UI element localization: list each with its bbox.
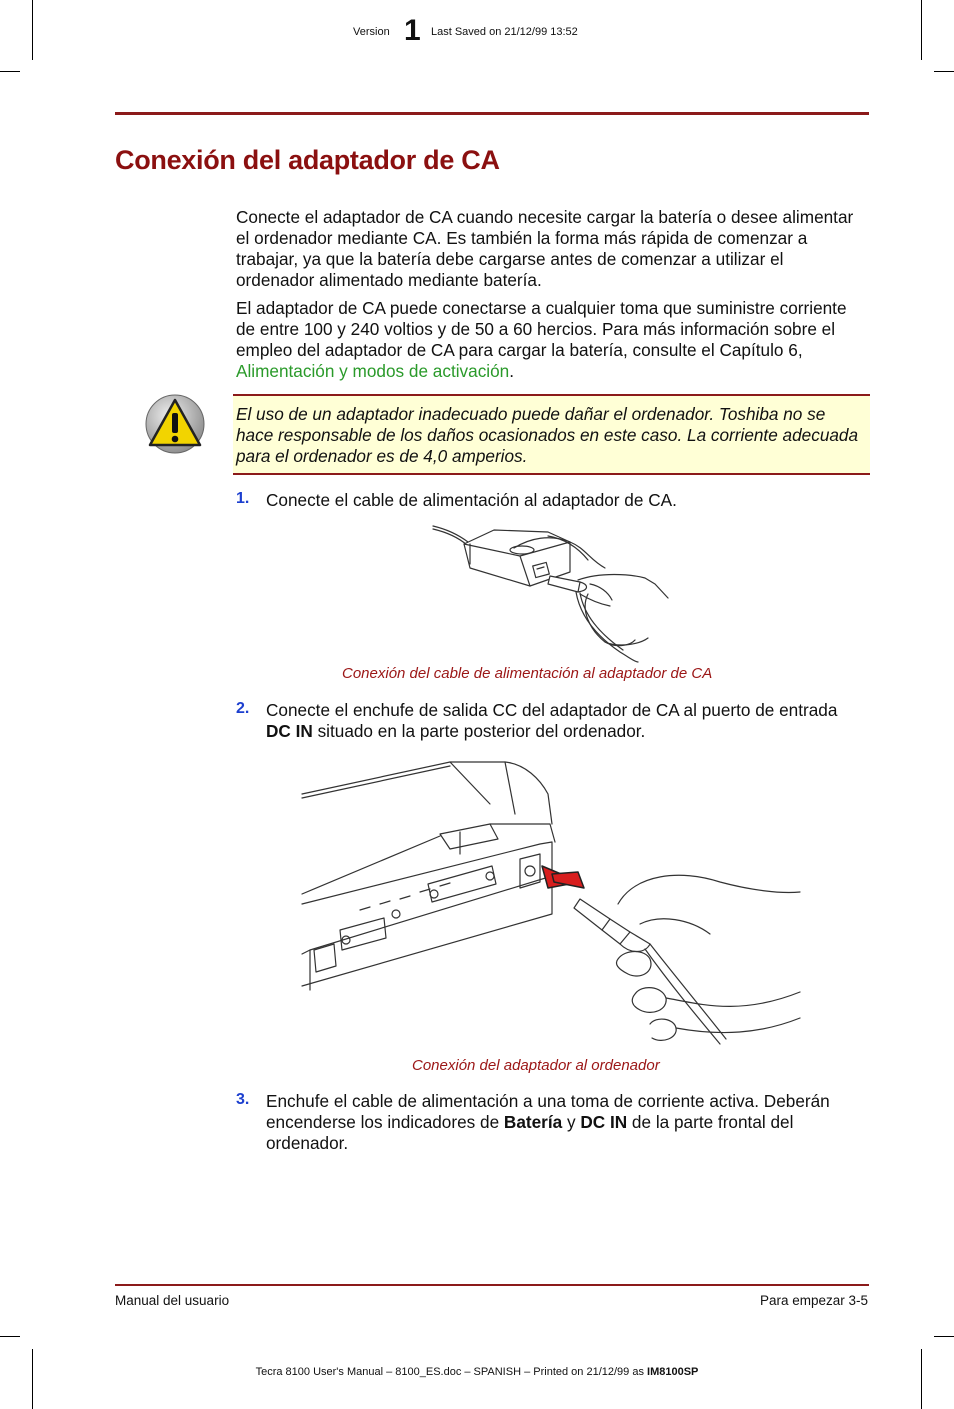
version-label: Version bbox=[353, 26, 390, 38]
dc-in-label: DC IN bbox=[266, 721, 313, 741]
footer-page-number: Para empezar 3-5 bbox=[759, 1293, 868, 1308]
step-number: 3. bbox=[236, 1091, 250, 1108]
dc-in-label: DC IN bbox=[580, 1112, 628, 1132]
version-header bbox=[0, 14, 954, 48]
crop-mark bbox=[32, 1349, 33, 1409]
last-saved: Last Saved on 21/12/99 13:52 bbox=[431, 26, 578, 38]
step-text bbox=[266, 1091, 866, 1154]
print-info-code: IM8100SP bbox=[647, 1366, 699, 1378]
figure-power-cable-adapter bbox=[430, 520, 675, 662]
crop-mark bbox=[0, 71, 20, 72]
step-text-part: y bbox=[562, 1112, 581, 1132]
warning-triangle-icon bbox=[144, 393, 206, 455]
chapter-link[interactable]: Alimentación y modos de activación bbox=[236, 361, 510, 381]
step-text: Conecte el cable de alimentación al adaptador de CA. bbox=[266, 490, 677, 510]
figure-adapter-computer bbox=[300, 754, 805, 1049]
step-number: 2. bbox=[236, 700, 250, 717]
warning-text: El uso de un adaptador inadecuado puede dañar el ordenador. Toshiba no se hace responsable de los daños ocasionados en este caso. La corriente adecuada para el ordenador es de 4,0 amperios. bbox=[236, 404, 859, 466]
step-text-part: situado en la parte posterior del ordenador. bbox=[312, 721, 646, 741]
step-text-part: Conecte el enchufe de salida CC del adaptador de CA al puerto de entrada bbox=[266, 700, 838, 720]
intro-paragraph-2-text: El adaptador de CA puede conectarse a cualquier toma que suministre corriente de entre 100 y 240 voltios y de 50 a 60 hercios. Para más información sobre el empleo del adaptador de CA para cargar la batería, consulte el Capítulo 6, bbox=[236, 298, 847, 360]
header-rule bbox=[115, 112, 869, 115]
step-text bbox=[266, 700, 866, 742]
battery-label: Batería bbox=[503, 1112, 563, 1132]
footer-rule bbox=[115, 1284, 869, 1286]
print-info bbox=[0, 1366, 954, 1378]
figure-caption: Conexión del adaptador al ordenador bbox=[412, 1057, 660, 1074]
figure-caption: Conexión del cable de alimentación al adaptador de CA bbox=[342, 665, 713, 682]
step-text-part: de la parte frontal del ordenador. bbox=[266, 1112, 794, 1153]
crop-mark bbox=[934, 71, 954, 72]
step-text-part: Enchufe el cable de alimentación a una toma de corriente activa. Deberán encenderse los indicadores de bbox=[266, 1091, 830, 1132]
print-info-text: Tecra 8100 User's Manual – 8100_ES.doc – SPANISH – Printed on 21/12/99 as bbox=[255, 1366, 648, 1378]
intro-paragraph-1: Conecte el adaptador de CA cuando necesite cargar la batería o desee alimentar el ordenador mediante CA. Es también la forma más rápida de comenzar a trabajar, ya que la batería debe cargarse antes de comenzar a utilizar el ordenador alimentado mediante batería. bbox=[236, 207, 854, 290]
page-title: Conexión del adaptador de CA bbox=[115, 145, 500, 175]
version-number: 1 bbox=[404, 14, 421, 47]
warning-box bbox=[233, 394, 870, 475]
crop-mark bbox=[0, 1336, 20, 1337]
intro-paragraph-2 bbox=[236, 298, 866, 382]
step-number: 1. bbox=[236, 490, 250, 507]
intro-paragraph-2-end: . bbox=[509, 361, 515, 381]
crop-mark bbox=[934, 1336, 954, 1337]
footer-manual-name: Manual del usuario bbox=[115, 1293, 230, 1308]
crop-mark bbox=[921, 1349, 922, 1409]
